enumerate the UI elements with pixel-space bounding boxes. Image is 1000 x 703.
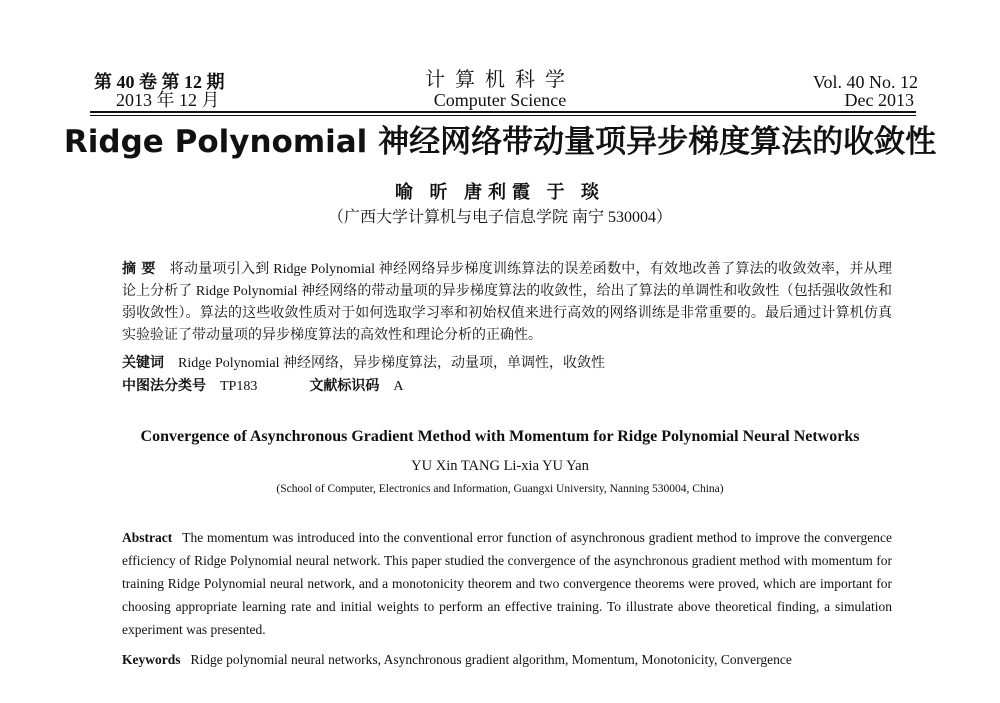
abstract-cn-text: 将动量项引入到 Ridge Polynomial 神经网络异步梯度训练算法的误差函数中，有效地改善了算法的收敛效率，并从理论上分析了 Ridge Polynomial 神经网络的带动量项的异步梯度算法的收敛性，给出了算法的单调性和收敛性（包括强收敛性和弱收敛性）。算法的这些收敛性质对于如何选取学习率和初始权值来进行高效的网络训练是非常重要的。最后通过计算机仿真实验验证了带动量项的异步梯度算法的高效性和理论分析的正确性。: [122, 262, 893, 343]
authors-en: YU Xin TANG Li-xia YU Yan: [411, 458, 589, 474]
header-rule-thin: [90, 115, 916, 116]
paper-title-cn: Ridge Polynomial 神经网络带动量项异步梯度算法的收敛性: [63, 124, 937, 160]
authors-cn: 喻 昕 唐利霞 于 琰: [395, 182, 605, 202]
keywords-en-text: Ridge polynomial neural networks, Asynchronous gradient algorithm, Momentum, Monotonicity, Convergence: [190, 652, 792, 667]
abstract-en: [122, 526, 892, 641]
date-cn: 2013 年 12 月: [116, 90, 220, 110]
classification-line: [122, 375, 403, 395]
abstract-cn-label: 摘 要: [122, 261, 156, 277]
doc-code-value: A: [393, 379, 404, 394]
doc-code-label: 文献标识码: [309, 378, 380, 394]
keywords-cn-text: Ridge Polynomial 神经网络，异步梯度算法，动量项，单调性，收敛性: [178, 356, 605, 371]
header-rule: [90, 111, 916, 113]
abstract-cn: [122, 258, 892, 347]
paper-title-en: Convergence of Asynchronous Gradient Method with Momentum for Ridge Polynomial Neural Networks: [140, 428, 860, 445]
keywords-cn: [122, 352, 605, 372]
affiliation-en: (School of Computer, Electronics and Information, Guangxi University, Nanning 530004, China): [276, 483, 724, 495]
clc-value: TP183: [220, 379, 258, 394]
abstract-en-label: Abstract: [122, 530, 173, 545]
keywords-en: [122, 648, 892, 671]
volume-issue-cn: 第 40 卷 第 12 期: [94, 72, 225, 92]
affiliation-cn: （广西大学计算机与电子信息学院 南宁 530004）: [327, 209, 672, 226]
abstract-en-text: The momentum was introduced into the conventional error function of asynchronous gradient method to improve the convergence efficiency of Ridge Polynomial neural network. This paper studied the convergence of the asynchronous gradient method with momentum for training Ridge Polynomial neural network, and a monotonicity theorem and two convergence theorems were proved, which are important for choosing appropriate learning rate and initial weights to perform an effective training. To illustrate above theoretical finding, a simulation experiment was presented.: [122, 530, 892, 637]
volume-issue-en: Vol. 40 No. 12: [812, 72, 918, 92]
date-en: Dec 2013: [844, 90, 914, 110]
journal-name-en: Computer Science: [433, 90, 567, 110]
keywords-cn-label: 关键词: [122, 355, 164, 371]
journal-name-cn: 计算机科学: [425, 69, 575, 91]
clc-label: 中图法分类号: [122, 378, 206, 394]
keywords-en-label: Keywords: [122, 652, 181, 667]
